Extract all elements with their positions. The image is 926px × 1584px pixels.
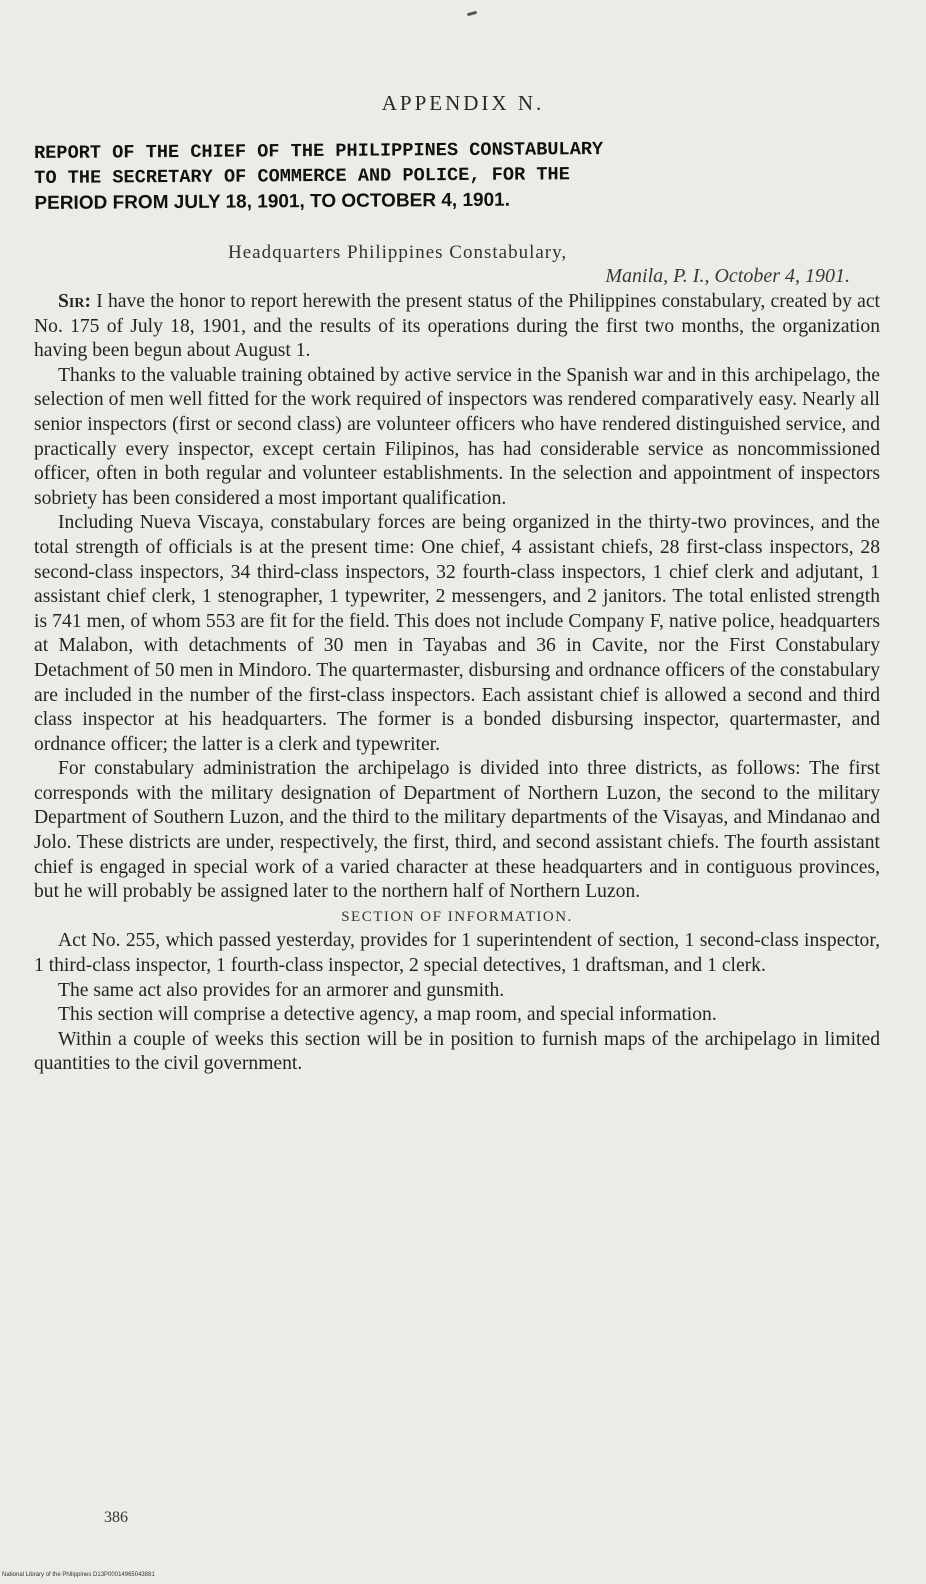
paragraph-1-text: I have the honor to report herewith the present status of the Philippines constabulary, created by act No. 175 of July 18, 1901, and the results of its operations during the first two months, the organization having been begun about August 1. — [34, 291, 880, 362]
title-line-3: PERIOD FROM JULY 18, 1901, TO OCTOBER 4, 1901. — [34, 189, 511, 214]
title-line-2: TO THE SECRETARY OF COMMERCE AND POLICE, FOR THE — [34, 164, 570, 189]
appendix-label: APPENDIX N. — [381, 91, 545, 115]
section-heading: SECTION OF INFORMATION. — [341, 908, 573, 925]
dateline: Manila, P. I., October 4, 1901. — [605, 265, 850, 287]
page-number: 386 — [104, 1509, 128, 1526]
salutation: Sir: — [58, 291, 91, 312]
section-paragraph-1: Act No. 255, which passed yesterday, provides for 1 superintendent of section, 1 second-class inspector, 1 third-class inspector, 1 fourth-class inspector, 2 special detectives, 1 draftsman, and 1 clerk. — [34, 930, 880, 977]
report-title — [34, 135, 885, 216]
paragraph-3: Including Nueva Viscaya, constabulary forces are being organized in the thirty-two provinces, and the total strength of officials is at the present time: One chief, 4 assistant chiefs, 28 first-class inspectors, 28 second-class inspectors, 34 third-class inspectors, 32 fourth-class inspectors, 1 chief clerk and adjutant, 1 assistant chief clerk, 1 stenographer, 1 typewriter, 2 messengers, and 2 janitors. The total enlisted strength is 741 men, of whom 553 are fit for the field. This does not include Company F, native police, headquarters at Malabon, with detachments of 30 men in Tayabas and 36 in Cavite, nor the First Constabulary Detachment of 50 men in Mindoro. The quartermaster, disbursing and ordnance officers of the constabulary are included in the number of the first-class inspectors. Each assistant chief is allowed a second and third class inspector at his headquarters. The former is a bonded disbursing inspector, quartermaster, and ordnance officer; the latter is a clerk and typewriter. — [34, 512, 880, 755]
section-paragraph-3: This section will comprise a detective agency, a map room, and special information. — [58, 1004, 717, 1026]
section-paragraph-2: The same act also provides for an armorer and gunsmith. — [58, 979, 505, 1001]
section-paragraph-4: Within a couple of weeks this section will be in position to furnish maps of the archipelago in limited quantities to the civil government. — [34, 1028, 880, 1075]
report-body — [34, 290, 880, 1077]
paragraph-1 — [34, 290, 880, 364]
paragraph-2: Thanks to the valuable training obtained by active service in the Spanish war and in this archipelago, the selection of men well fitted for the work required of inspectors was rendered comparatively easy. Nearly all senior inspectors (first or second class) are volunteer officers who have rendered distinguished service, and practically every inspector, except certain Filipinos, has had considerable service as noncommissioned officer, often in both regular and volunteer establishments. In the selection and appointment of inspectors sobriety has been considered a most important qualification. — [34, 364, 880, 509]
title-line-1: REPORT OF THE CHIEF OF THE PHILIPPINES CONSTABULARY — [34, 139, 604, 164]
section-body — [34, 929, 880, 1077]
scan-footer-note: National Library of the Philippines D13P00014965043881 — [2, 1572, 155, 1578]
paragraph-4: For constabulary administration the archipelago is divided into three districts, as follows: The first corresponds with the military designation of Department of Northern Luzon, the second to the military Department of Southern Luzon, and the third to the military departments of the Visayas, and Mindanao and Jolo. These districts are under, respectively, the first, third, and second assistant chiefs. The fourth assistant chief is engaged in special work of a varied character at these headquarters and in contiguous provinces, but he will probably be assigned later to the northern half of Northern Luzon. — [34, 758, 880, 903]
ink-mark — [467, 11, 477, 16]
headquarters-line: Headquarters Philippines Constabulary, — [228, 242, 568, 263]
